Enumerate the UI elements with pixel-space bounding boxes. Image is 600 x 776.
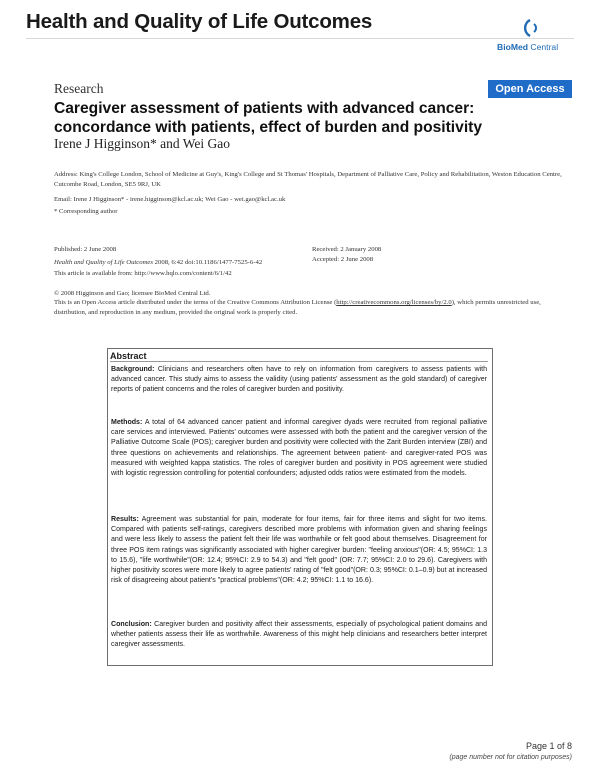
author-emails[interactable]: Email: Irene J Higginson* - irene.higginson@kcl.ac.uk; Wei Gao - wei.gao@kcl.ac.uk [54, 196, 286, 203]
page-number: Page 1 of 8 [525, 741, 572, 751]
author-address: Address: King's College London, School of Medicine at Guy's, King's College and St Thomas' Hospitals, Department of Palliative Care, Policy and Rehabilitation, Weston Education Centre, Cutcombe Road, London, SE5 9RJ, UK [54, 171, 562, 188]
conclusion-text: Caregiver burden and positivity affect their assessments, especially of psychological patient domains and whether patients assess their life as worthwhile. Awareness of this might help clinicians and researchers better interpret caregiver assessments. [111, 621, 487, 649]
section-label: Research [54, 81, 104, 96]
journal-title: Health and Quality of Life Outcomes [26, 10, 373, 33]
citation-details: 2008, 6:42 doi:10.1186/1477-7525-6-42 [153, 258, 263, 266]
article-url[interactable]: This article is available from: http://www.hqlo.com/content/6/1/42 [54, 270, 232, 277]
background-label: Background: [111, 366, 155, 373]
abstract-divider [110, 361, 488, 362]
license-text-pre: This is an Open Access article distributed under the terms of the Creative Commons Attribution License ( [54, 299, 337, 306]
background-text: Clinicians and researchers often have to rely on information from caregivers to assess patients with advanced cancer. This study aims to assess the validity (using patients' assessment as the gold standard) of caregiver reports of patient concerns and the roles of caregiver burden and positivity. [111, 366, 487, 394]
methods-text: A total of 64 advanced cancer patient and informal caregiver dyads were recruited from regional palliative care services and interviewed. Patients' outcomes were assessed with both the patient and the caregiver version of the Palliative Outcome Scale (POS); caregiver burden and positivity were collected with the Zarit Burden interview (ZBI) and three questions on achievements and relationships. The agreement between patient- and caregiver-rated POS was measured with weighted kappa statistics. The roles of caregiver burden and positivity in POS agreement were studied with logistic regression controlling for potential confounders; adjusted odds ratios were estimated from the models. [111, 419, 487, 478]
biomed-logo-text [497, 42, 558, 52]
biomed-central-logo[interactable] [497, 16, 577, 56]
open-access-badge: Open Access [488, 80, 572, 98]
page-number-note: (page number not for citation purposes) [449, 754, 572, 761]
corresponding-note: * Corresponding author [54, 208, 118, 215]
author-list: Irene J Higginson* and Wei Gao [54, 136, 231, 151]
logo-text-central: Central [528, 42, 559, 52]
publication-info-right [312, 245, 512, 264]
published-date: Published: 2 June 2008 [54, 246, 117, 253]
results-label: Results: [111, 516, 139, 523]
license-link[interactable]: http://creativecommons.org/licenses/by/2.0 [336, 299, 452, 306]
biomed-logo-icon [523, 16, 547, 40]
abstract-box [107, 348, 493, 666]
abstract-heading: Abstract [110, 351, 147, 361]
citation [54, 258, 354, 268]
logo-text-biomed: BioMed [497, 42, 529, 52]
accepted-date: Accepted: 2 June 2008 [312, 255, 374, 263]
article-title: Caregiver assessment of patients with advanced cancer: concordance with patients, effect of burden and positivity [54, 100, 483, 136]
abstract-conclusion [111, 620, 487, 651]
methods-label: Methods: [111, 419, 143, 426]
abstract-results [111, 515, 487, 586]
citation-journal: Health and Quality of Life Outcomes [54, 258, 153, 266]
received-date: Received: 2 January 2008 [312, 246, 382, 253]
header-divider [26, 38, 574, 39]
copyright-line: © 2008 Higginson and Gao; licensee BioMed Central Ltd. [54, 290, 211, 297]
publication-info-left [54, 245, 354, 267]
abstract-background [111, 365, 487, 396]
license-text [54, 298, 574, 317]
conclusion-label: Conclusion: [111, 621, 152, 628]
results-text: Agreement was substantial for pain, moderate for four items, fair for three items and slight for two items. Compared with patients self-ratings, caregivers described more problems with information given and sharing feelings and were less likely to assess the patient felt their life was worthwhile or felt good about themselves. Disagreement for three POS item ratings was significantly associated with higher caregiver burden: "feeling anxious"(OR: 4.5; 95%CI: 1.3 to 15.6), "life worthwhile"(OR: 12.4; 95%CI: 2.9 to 54.3) and "felt good" (OR: 7.7; 95%CI: 2.0 to 29.6). Caregivers with higher positivity scores were more likely to agree patients' rating of "felt good"(OR: 0.3; 95%CI: 0.1–0.9) but at increased risk of disagreeing about patient's "practical problems"(OR: 4.2; 95%CI: 1.1 to 16.6). [111, 516, 487, 585]
license-text-post: ), which permits unrestricted use, distribution, and reproduction in any medium, provided the original work is properly cited. [54, 299, 541, 316]
abstract-methods [111, 418, 487, 479]
